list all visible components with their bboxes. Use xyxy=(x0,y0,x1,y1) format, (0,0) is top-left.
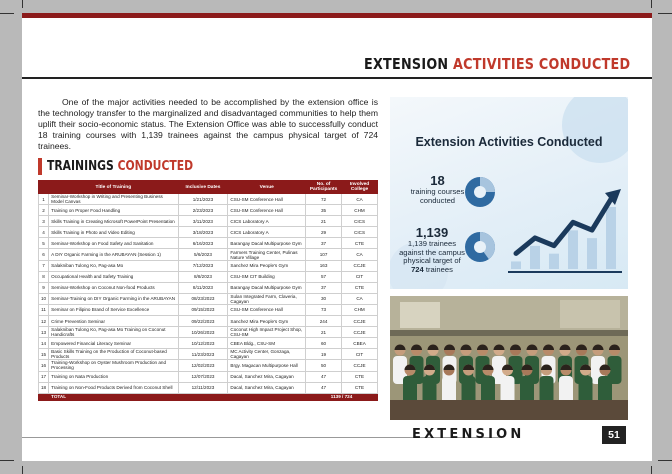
table-cell: 244 xyxy=(306,316,342,327)
stat-courses-number: 18 xyxy=(430,173,445,188)
table-cell: CSU-SM Conference Hall xyxy=(228,194,306,205)
trend-bar xyxy=(606,207,616,269)
table-row xyxy=(39,249,378,260)
table-cell: CA xyxy=(342,249,378,260)
table-cell: CTE xyxy=(342,238,378,249)
group-photo-illustration xyxy=(390,296,628,420)
table-cell: CSU-SM Conference Hall xyxy=(228,205,306,216)
table-cell: CCJE xyxy=(342,316,378,327)
table-cell: Training-Workshop on Oyster Mushroom Production and Processing xyxy=(49,360,178,371)
table-row xyxy=(39,260,378,271)
table-header-cell: Venue xyxy=(228,181,306,194)
table-cell: Seminar-Workshop on Food Safety and Sanitation xyxy=(49,238,178,249)
page-number: 51 xyxy=(602,426,626,444)
table-row xyxy=(39,194,378,205)
table-row xyxy=(39,304,378,315)
table-cell: 21 xyxy=(306,327,342,338)
chart-icon xyxy=(508,189,622,272)
pie-icon-courses xyxy=(465,177,495,207)
table-row xyxy=(39,316,378,327)
table-total-row xyxy=(39,393,378,400)
table-cell: 1/21/2023 xyxy=(178,194,228,205)
table-cell: 10/12/2023 xyxy=(178,338,228,349)
table-cell: 10 xyxy=(39,293,49,304)
trend-bar xyxy=(511,261,521,269)
table-cell: 14 xyxy=(39,338,49,349)
table-cell: Barangay Dacal Multipurpose Gym xyxy=(228,238,306,249)
table-cell: 9 xyxy=(39,282,49,293)
table-cell xyxy=(39,393,49,400)
intro-paragraph: One of the major activities needed to be accomplished by the extension office is the technology transfer to the marginalized and disadvantaged communities to help them uplift their socio-economic status. The Extension Office was able to successfully conduct 18 training courses with 1,139 trainees against the campus physical target of 724 trainees. xyxy=(38,97,378,151)
table-cell: Seminar-Workshop in Writing and Presenting Business Model Canvas xyxy=(49,194,178,205)
table-cell: 29 xyxy=(306,227,342,238)
crop-mark xyxy=(0,460,14,461)
table-cell: CCJE xyxy=(342,360,378,371)
table-cell: Training on Proper Food Handling xyxy=(49,205,178,216)
table-cell: 4 xyxy=(39,227,49,238)
stat-trainees xyxy=(396,226,468,274)
table-cell: 8/11/2023 xyxy=(178,282,228,293)
section-title-part2: CONDUCTED xyxy=(117,158,194,174)
table-row xyxy=(39,282,378,293)
stat-trainees-label xyxy=(396,240,468,274)
table-cell: CA xyxy=(342,194,378,205)
table-header-cell xyxy=(39,181,49,194)
table-cell: 5/6/2023 xyxy=(178,249,228,260)
crop-mark xyxy=(651,0,652,8)
table-cell: 37 xyxy=(306,238,342,249)
stat-courses xyxy=(410,174,465,205)
table-header-cell: No. of Participants xyxy=(306,181,342,194)
crop-mark xyxy=(22,0,23,8)
table-cell: 2/23/2023 xyxy=(178,205,228,216)
table-cell: Training on Nata Production xyxy=(49,371,178,382)
table-cell: CIT xyxy=(342,271,378,282)
table-cell: Basic Skills Training on the Production of Coconut-based Products xyxy=(49,349,178,360)
table-row xyxy=(39,338,378,349)
table-cell: Dacal, Sanchez Mira, Cagayan xyxy=(228,382,306,393)
crop-mark xyxy=(22,466,23,474)
table-cell: 60 xyxy=(306,338,342,349)
table-cell: CBEA Bldg., CSU-SM xyxy=(228,338,306,349)
table-cell: Dacal, Sanchez Mira, Cagayan xyxy=(228,371,306,382)
section-title xyxy=(38,157,218,176)
table-cell: 73 xyxy=(306,304,342,315)
table-header-cell: Title of Training xyxy=(49,181,178,194)
table-cell: 6 xyxy=(39,249,49,260)
table-header-cell: Involved College xyxy=(342,181,378,194)
table-cell: 6/16/2023 xyxy=(178,238,228,249)
table-cell: 21 xyxy=(306,216,342,227)
page-title-part1: EXTENSION xyxy=(363,55,448,73)
table-cell: 13 xyxy=(39,327,49,338)
total-label: TOTAL xyxy=(49,393,178,400)
table-cell: Occupational Health and Safety Training xyxy=(49,271,178,282)
table-cell: 16 xyxy=(39,360,49,371)
table-cell: Coconut High Impact Project Shop, CSU-SM xyxy=(228,327,306,338)
table-cell: Sulan Integrated Farm, Claveria, Cagayan xyxy=(228,293,306,304)
brochure-page xyxy=(22,13,652,461)
section-title-part1: TRAININGS xyxy=(47,158,114,174)
section-title-accent xyxy=(38,158,42,175)
stat-trainees-label-text: 1,139 trainees against the campus physical target of xyxy=(399,239,465,266)
table-row xyxy=(39,216,378,227)
table-cell: Seminar-Training on DIY Organic Farming in the ARUBAYAN xyxy=(49,293,178,304)
table-cell: Crime Prevention Seminar xyxy=(49,316,178,327)
infographic-panel xyxy=(390,97,628,289)
table-cell: Training on Non-Food Products Derived from Coconut Shell xyxy=(49,382,178,393)
trend-bar xyxy=(568,230,578,269)
table-cell: CA xyxy=(342,293,378,304)
table-cell: 7/12/2023 xyxy=(178,260,228,271)
table-cell: 57 xyxy=(306,271,342,282)
table-row xyxy=(39,382,378,393)
table-cell: 30 xyxy=(306,293,342,304)
table-cell: 1 xyxy=(39,194,49,205)
table-cell: 3 xyxy=(39,216,49,227)
table-cell: 12/07/2023 xyxy=(178,371,228,382)
page-title xyxy=(364,55,630,73)
trend-bar xyxy=(530,246,540,269)
table-cell: Seminar-Workshop on Coconut Non-food Products xyxy=(49,282,178,293)
table-cell: 8 xyxy=(39,271,49,282)
table-cell: 3/11/2023 xyxy=(178,216,228,227)
table-cell: 35 xyxy=(306,205,342,216)
table-cell xyxy=(178,393,228,400)
crop-mark xyxy=(658,460,672,461)
table-cell: CICS Laboratory A xyxy=(228,216,306,227)
table-cell: CIT xyxy=(342,349,378,360)
table-row xyxy=(39,349,378,360)
table-cell: CTE xyxy=(342,282,378,293)
table-row xyxy=(39,360,378,371)
crop-mark xyxy=(0,13,14,14)
table-cell: Empowered Financial Literacy Seminar xyxy=(49,338,178,349)
table-cell: 18 xyxy=(39,382,49,393)
pie-icon-trainees xyxy=(465,232,495,262)
table-row xyxy=(39,271,378,282)
table-cell: 19 xyxy=(306,349,342,360)
table-cell: 107 xyxy=(306,249,342,260)
table-cell: 3/18/2023 xyxy=(178,227,228,238)
table-cell: Brgy. Magacan Multipurpose Hall xyxy=(228,360,306,371)
table-cell xyxy=(228,393,306,400)
table-cell: CHM xyxy=(342,304,378,315)
table-cell: CCJE xyxy=(342,327,378,338)
trend-bar xyxy=(549,254,559,269)
table-header-row xyxy=(39,181,378,194)
table-cell: Skills Training in Photo and Video Editing xyxy=(49,227,178,238)
table-cell: MC Activity Center, Gonzaga, Cagayan xyxy=(228,349,306,360)
table-cell: Seminar on Filipino Brand of Service Excellence xyxy=(49,304,178,315)
table-cell: 11/23/2023 xyxy=(178,349,228,360)
table-cell: Sanchez Mira People's Gym xyxy=(228,260,306,271)
table-cell: 17 xyxy=(39,371,49,382)
top-accent-bar xyxy=(22,13,652,18)
table-cell: CSU-SM CIT Building xyxy=(228,271,306,282)
table-cell: CSU-SM Conference Hall xyxy=(228,304,306,315)
table-cell: 72 xyxy=(306,194,342,205)
trend-bar xyxy=(587,238,597,269)
table-cell: 11 xyxy=(39,304,49,315)
table-cell: 08/23/2023 xyxy=(178,293,228,304)
stat-trainees-number: 1,139 xyxy=(415,225,449,240)
stat-courses-label: training courses conducted xyxy=(410,187,465,205)
total-value: 1139 / 724 xyxy=(306,393,378,400)
crop-mark xyxy=(658,13,672,14)
table-cell: CCJE xyxy=(342,260,378,271)
table-row xyxy=(39,227,378,238)
table-cell: Barangay Dacal Multipurpose Gym xyxy=(228,282,306,293)
table-cell: 12 xyxy=(39,316,49,327)
table-cell: 7 xyxy=(39,260,49,271)
table-cell: 50 xyxy=(306,360,342,371)
table-row xyxy=(39,238,378,249)
table-cell: 09/22/2023 xyxy=(178,316,228,327)
table-cell: 2 xyxy=(39,205,49,216)
table-cell: CTE xyxy=(342,371,378,382)
table-cell: 47 xyxy=(306,382,342,393)
table-cell: CHM xyxy=(342,205,378,216)
table-cell: 47 xyxy=(306,371,342,382)
group-photo xyxy=(390,296,628,420)
table-cell: CICS xyxy=(342,216,378,227)
table-cell: CTE xyxy=(342,382,378,393)
table-cell: A DIY Organic Farming in the ARUBAYAN (Session 1) xyxy=(49,249,178,260)
stat-trainees-label-suffix: trainees xyxy=(425,264,453,274)
footer-label: EXTENSION xyxy=(412,427,525,442)
page-footer xyxy=(22,426,652,461)
infographic-title: Extension Activities Conducted xyxy=(415,135,603,149)
table-cell: Skills Training in Creating Microsoft PowerPoint Presentation xyxy=(49,216,178,227)
page-title-part2: ACTIVITIES CONDUCTED xyxy=(452,55,630,73)
header-divider xyxy=(22,77,652,79)
table-row xyxy=(39,205,378,216)
table-row xyxy=(39,293,378,304)
table-cell: Sanchez Mira People's Gym xyxy=(228,316,306,327)
table-cell: 12/11/2023 xyxy=(178,382,228,393)
table-cell: 37 xyxy=(306,282,342,293)
stat-trainees-target: 724 xyxy=(411,264,424,274)
table-cell: 163 xyxy=(306,260,342,271)
table-cell: 5 xyxy=(39,238,49,249)
table-row xyxy=(39,371,378,382)
table-header-cell: Inclusive Dates xyxy=(178,181,228,194)
table-cell: CICS xyxy=(342,227,378,238)
table-cell: 09/15/2023 xyxy=(178,304,228,315)
table-cell: CICS Laboratory A xyxy=(228,227,306,238)
table-row xyxy=(39,327,378,338)
table-cell: 10/26/2023 xyxy=(178,327,228,338)
table-cell: Salakniban Tulong Ko, Pag-asa Mo Training on Coconut Handicrafts xyxy=(49,327,178,338)
table-cell: Salakniban Tulong Ko, Pag-asa Mo xyxy=(49,260,178,271)
table-cell: Farmers Training Center, Pulinas Nature Village xyxy=(228,249,306,260)
table-cell: 12/02/2023 xyxy=(178,360,228,371)
table-cell: CBEA xyxy=(342,338,378,349)
table-cell: 8/8/2023 xyxy=(178,271,228,282)
trainings-table xyxy=(38,180,378,401)
table-cell: 15 xyxy=(39,349,49,360)
crop-mark xyxy=(651,466,652,474)
